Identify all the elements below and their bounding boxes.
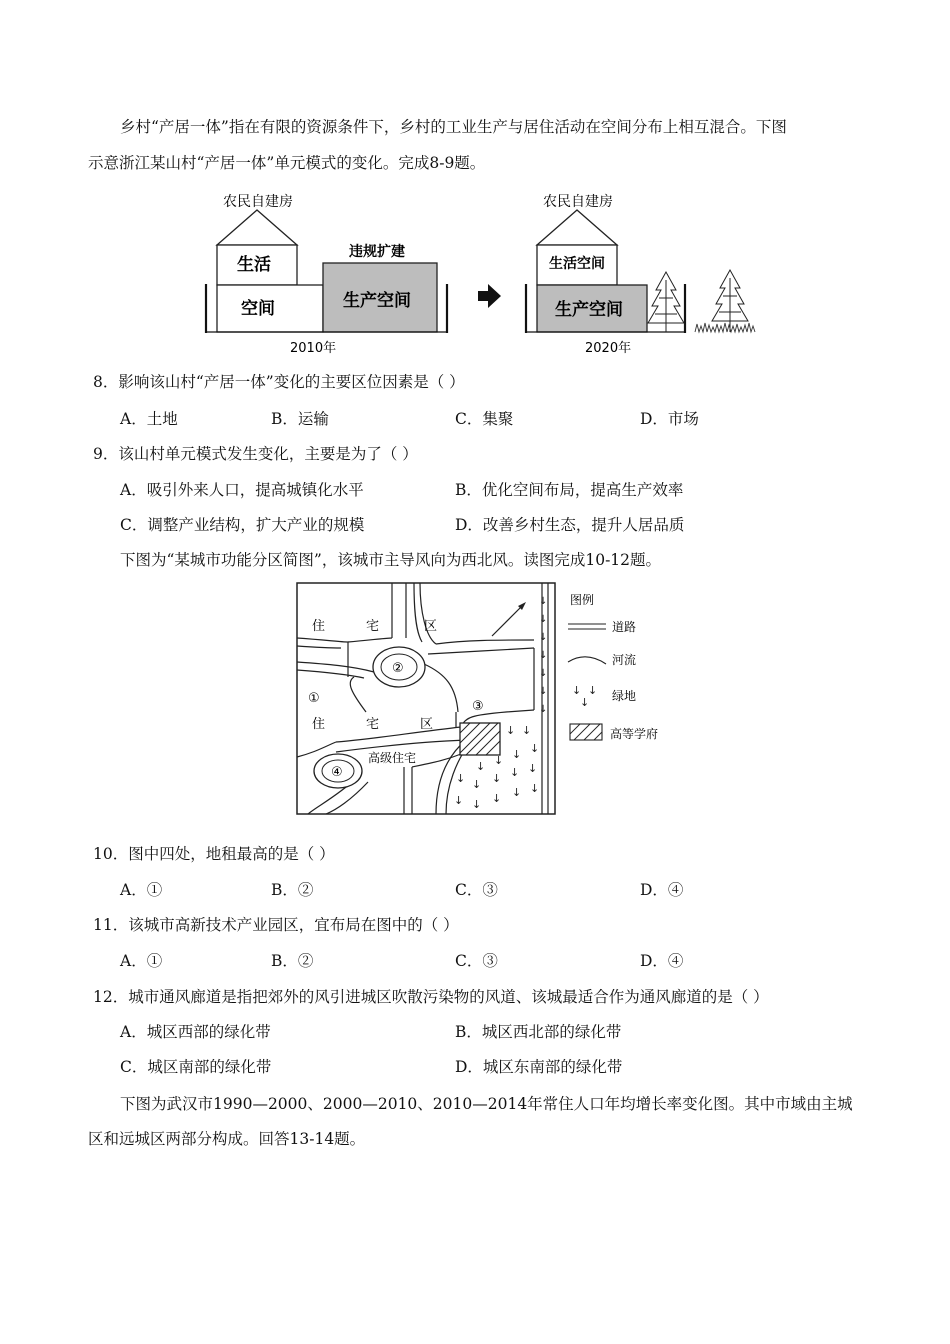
- fig1-right-year: 2020年: [585, 341, 632, 356]
- question-12-option-d: D．城区东南部的绿化带: [455, 1058, 623, 1076]
- intro-paragraph-3-line2: 区和远城区两部分构成。回答13-14题。: [88, 1130, 366, 1148]
- svg-text:↓: ↓: [472, 798, 482, 811]
- question-10-option-b: B．②: [271, 881, 314, 899]
- svg-text:↓: ↓: [528, 762, 538, 775]
- svg-text:↓: ↓: [512, 786, 522, 799]
- question-12-option-a: A．城区西部的绿化带: [120, 1023, 271, 1041]
- zone-mid-char3: 区: [420, 717, 434, 732]
- intro-paragraph-line1: 乡村“产居一体”指在有限的资源条件下，乡村的工业生产与居住活动在空间分布上相互混合。下图: [120, 118, 787, 136]
- zone-mid-char2: 宅: [366, 717, 380, 732]
- zone-mid-char1: 住: [312, 717, 326, 732]
- svg-text:↓: ↓: [539, 704, 548, 715]
- svg-text:↓: ↓: [539, 632, 548, 643]
- svg-text:↓: ↓: [476, 760, 486, 773]
- fig1-left-year: 2010年: [290, 341, 337, 356]
- legend-green: 绿地: [612, 689, 637, 703]
- svg-text:↓: ↓: [580, 696, 590, 709]
- svg-text:↓: ↓: [494, 754, 504, 767]
- question-8-stem: 8．影响该山村“产居一体”变化的主要区位因素是（ ）: [93, 373, 465, 391]
- legend-university: 高等学府: [610, 727, 659, 741]
- question-11-option-d: D．④: [640, 952, 684, 970]
- pine-tree-icon: [648, 272, 684, 332]
- intro-paragraph-line2: 示意浙江某山村“产居一体”单元模式的变化。完成8-9题。: [88, 154, 486, 172]
- question-9-stem: 9．该山村单元模式发生变化，主要是为了（ ）: [93, 445, 418, 463]
- svg-text:↓: ↓: [539, 668, 548, 679]
- right-roof: [537, 210, 617, 245]
- svg-text:↓: ↓: [539, 650, 548, 661]
- pine-tree-icon: [712, 270, 748, 332]
- label-high-residence: 高级住宅: [368, 751, 417, 765]
- svg-text:↓: ↓: [492, 772, 502, 785]
- svg-text:↓: ↓: [539, 596, 548, 607]
- question-10-option-c: C．③: [455, 881, 498, 899]
- svg-text:↓: ↓: [539, 614, 548, 625]
- svg-text:↓: ↓: [456, 772, 466, 785]
- question-11-option-c: C．③: [455, 952, 498, 970]
- question-8-option-b: B．运输: [271, 410, 329, 428]
- question-8-option-c: C．集聚: [455, 410, 514, 428]
- question-9-option-c: C．调整产业结构，扩大产业的规模: [120, 516, 365, 534]
- question-12-option-c: C．城区南部的绿化带: [120, 1058, 272, 1076]
- question-10-option-d: D．④: [640, 881, 684, 899]
- grass-icon: [695, 323, 755, 332]
- university-area: [460, 723, 500, 755]
- mark-2: ②: [392, 661, 404, 676]
- fig1-illegal-label: 违规扩建: [349, 244, 405, 260]
- svg-text:↓: ↓: [522, 724, 532, 737]
- question-9-option-d: D．改善乡村生态，提升人居品质: [455, 516, 685, 534]
- question-9-option-b: B．优化空间布局，提高生产效率: [455, 481, 684, 499]
- svg-text:↓: ↓: [530, 742, 540, 755]
- fig1-left-production: 生产空间: [343, 291, 411, 311]
- legend-road: 道路: [612, 620, 637, 634]
- question-12-stem: 12．城市通风廊道是指把郊外的风引进城区吹散污染物的风道、该城最适合作为通风廊道的是（ ）: [93, 988, 769, 1006]
- svg-text:↓: ↓: [510, 766, 520, 779]
- svg-text:↓: ↓: [472, 778, 482, 791]
- svg-text:↓: ↓: [539, 686, 548, 697]
- svg-text:↓: ↓: [512, 748, 522, 761]
- question-10-stem: 10．图中四处，地租最高的是（ ）: [93, 845, 335, 863]
- fig1-left-space: 空间: [241, 299, 275, 319]
- question-9-option-a: A．吸引外来人口，提高城镇化水平: [120, 481, 364, 499]
- question-11-option-b: B．②: [271, 952, 314, 970]
- svg-text:↓: ↓: [530, 782, 540, 795]
- svg-text:↓: ↓: [506, 724, 516, 737]
- intro-paragraph-3-line1: 下图为武汉市1990—2000、2000—2010、2010—2014年常住人口年均增长率变化图。其中市域由主城: [120, 1095, 853, 1113]
- legend-title: 图例: [570, 593, 595, 607]
- zone-top-char3: 区: [424, 619, 438, 634]
- mark-1: ①: [308, 691, 320, 706]
- fig1-right-title: 农民自建房: [543, 194, 613, 210]
- question-12-option-b: B．城区西北部的绿化带: [455, 1023, 622, 1041]
- zone-top-char1: 住: [312, 619, 326, 634]
- svg-text:↓: ↓: [572, 684, 582, 697]
- figure-production-living-unit: [195, 188, 775, 360]
- fig1-right-production: 生产空间: [555, 300, 623, 320]
- zone-top-char2: 宅: [366, 619, 380, 634]
- mark-3: ③: [472, 699, 484, 714]
- transition-arrow-icon: [478, 284, 501, 308]
- question-10-option-a: A．①: [120, 881, 163, 899]
- intro-paragraph-2: 下图为“某城市功能分区简图”，该城市主导风向为西北风。读图完成10-12题。: [120, 551, 662, 569]
- mark-4: ④: [331, 765, 343, 780]
- fig1-left-life: 生活: [237, 255, 271, 275]
- svg-text:↓: ↓: [454, 794, 464, 807]
- svg-text:↓: ↓: [492, 792, 502, 805]
- fig1-right-life: 生活空间: [549, 256, 605, 272]
- question-8-option-a: A．土地: [120, 410, 178, 428]
- question-11-option-a: A．①: [120, 952, 163, 970]
- question-8-option-d: D．市场: [640, 410, 699, 428]
- figure-city-function-map: [296, 582, 686, 818]
- svg-text:↓: ↓: [588, 684, 598, 697]
- fig1-left-title: 农民自建房: [223, 194, 293, 210]
- question-11-stem: 11．该城市高新技术产业园区，宜布局在图中的（ ）: [93, 916, 459, 934]
- legend-river: 河流: [612, 653, 637, 667]
- left-roof: [217, 210, 297, 245]
